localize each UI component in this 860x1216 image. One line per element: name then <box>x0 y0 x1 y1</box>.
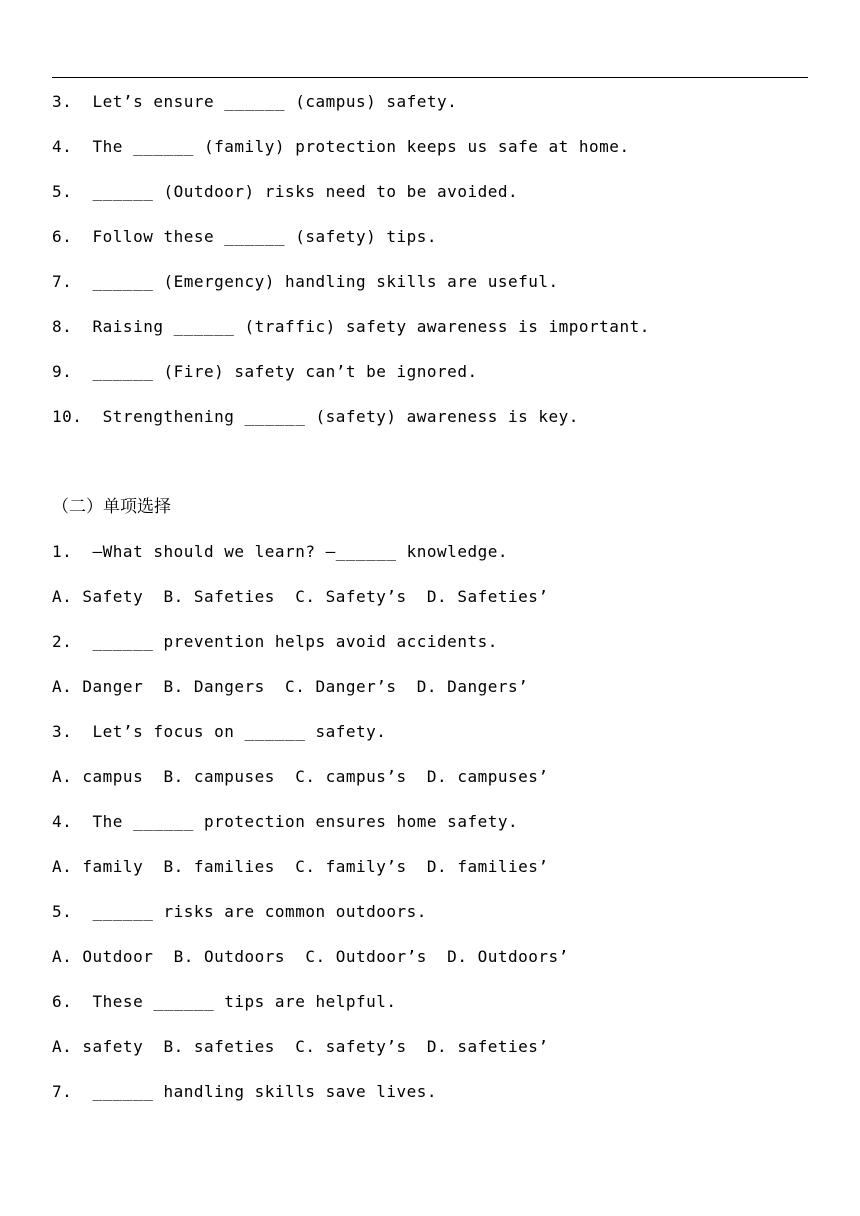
fill-in-item-6: 6. Follow these ______ (safety) tips. <box>52 227 438 246</box>
choice-question-6: 6. These ______ tips are helpful. <box>52 992 397 1011</box>
fill-in-item-5: 5. ______ (Outdoor) risks need to be avoided. <box>52 182 519 201</box>
top-divider <box>52 77 808 78</box>
fill-in-item-9: 9. ______ (Fire) safety can’t be ignored. <box>52 362 478 381</box>
choice-options-2: A. Danger B. Dangers C. Danger’s D. Dangers’ <box>52 677 529 696</box>
choice-options-1: A. Safety B. Safeties C. Safety’s D. Safeties’ <box>52 587 549 606</box>
fill-in-item-3: 3. Let’s ensure ______ (campus) safety. <box>52 92 458 111</box>
section-two-heading: （二）单项选择 <box>52 497 171 517</box>
fill-in-item-4: 4. The ______ (family) protection keeps us safe at home. <box>52 137 630 156</box>
fill-in-item-8: 8. Raising ______ (traffic) safety awareness is important. <box>52 317 650 336</box>
choice-options-3: A. campus B. campuses C. campus’s D. campuses’ <box>52 767 549 786</box>
choice-question-2: 2. ______ prevention helps avoid accidents. <box>52 632 498 651</box>
choice-options-5: A. Outdoor B. Outdoors C. Outdoor’s D. Outdoors’ <box>52 947 569 966</box>
choice-options-4: A. family B. families C. family’s D. families’ <box>52 857 549 876</box>
fill-in-item-10: 10. Strengthening ______ (safety) awareness is key. <box>52 407 579 426</box>
choice-question-3: 3. Let’s focus on ______ safety. <box>52 722 387 741</box>
choice-options-6: A. safety B. safeties C. safety’s D. safeties’ <box>52 1037 549 1056</box>
choice-question-7: 7. ______ handling skills save lives. <box>52 1082 438 1101</box>
choice-question-4: 4. The ______ protection ensures home safety. <box>52 812 519 831</box>
choice-question-1: 1. —What should we learn? —______ knowledge. <box>52 542 508 561</box>
fill-in-item-7: 7. ______ (Emergency) handling skills are useful. <box>52 272 559 291</box>
choice-question-5: 5. ______ risks are common outdoors. <box>52 902 427 921</box>
